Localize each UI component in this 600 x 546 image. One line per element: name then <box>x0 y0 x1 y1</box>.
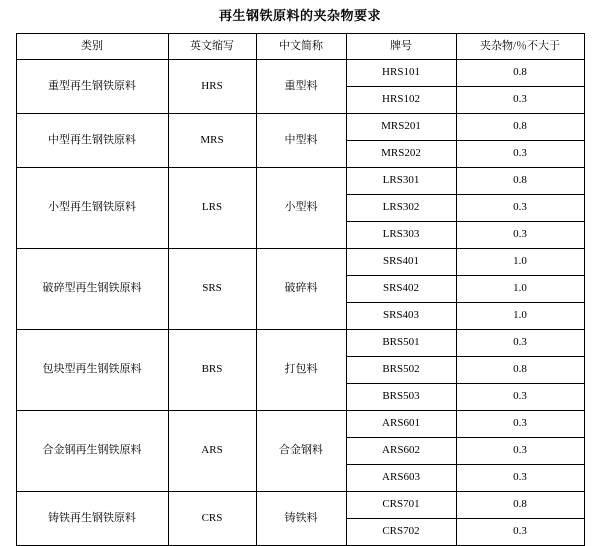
table-header-row <box>16 33 584 59</box>
cell-inclusion: 0.3 <box>456 86 584 113</box>
cell-category: 小型再生钢铁原料 <box>16 167 168 248</box>
cell-category: 破碎型再生钢铁原料 <box>16 248 168 329</box>
table-row <box>16 410 584 437</box>
cell-grade: LRS302 <box>346 194 456 221</box>
cell-grade: ARS603 <box>346 464 456 491</box>
cell-abbreviation: LRS <box>168 167 256 248</box>
cell-grade: HRS102 <box>346 86 456 113</box>
cell-grade: MRS202 <box>346 140 456 167</box>
table-row <box>16 491 584 518</box>
cell-inclusion: 0.8 <box>456 167 584 194</box>
cell-inclusion: 0.3 <box>456 518 584 545</box>
cell-inclusion: 0.3 <box>456 410 584 437</box>
cell-category: 重型再生钢铁原料 <box>16 59 168 113</box>
cell-grade: LRS301 <box>346 167 456 194</box>
cell-inclusion: 0.3 <box>456 383 584 410</box>
cell-short-name: 小型料 <box>256 167 346 248</box>
table-header <box>16 33 584 59</box>
cell-category: 铸铁再生钢铁原料 <box>16 491 168 545</box>
table-row <box>16 248 584 275</box>
cell-category: 包块型再生钢铁原料 <box>16 329 168 410</box>
cell-inclusion: 1.0 <box>456 302 584 329</box>
cell-inclusion: 0.8 <box>456 59 584 86</box>
column-header-short-name: 中文简称 <box>256 33 346 59</box>
cell-abbreviation: HRS <box>168 59 256 113</box>
cell-grade: BRS502 <box>346 356 456 383</box>
cell-inclusion: 0.3 <box>456 194 584 221</box>
cell-short-name: 合金钢料 <box>256 410 346 491</box>
cell-short-name: 中型料 <box>256 113 346 167</box>
column-header-inclusion: 夹杂物/％不大于 <box>456 33 584 59</box>
cell-inclusion: 0.3 <box>456 437 584 464</box>
cell-category: 合金钢再生钢铁原料 <box>16 410 168 491</box>
cell-grade: BRS501 <box>346 329 456 356</box>
page-title: 再生钢铁原料的夹杂物要求 <box>218 8 381 23</box>
cell-grade: SRS401 <box>346 248 456 275</box>
cell-inclusion: 0.3 <box>456 140 584 167</box>
cell-short-name: 打包料 <box>256 329 346 410</box>
cell-category: 中型再生钢铁原料 <box>16 113 168 167</box>
cell-inclusion: 0.3 <box>456 464 584 491</box>
cell-grade: ARS601 <box>346 410 456 437</box>
cell-inclusion: 0.8 <box>456 113 584 140</box>
table-body <box>16 59 584 545</box>
cell-grade: CRS701 <box>346 491 456 518</box>
cell-grade: MRS201 <box>346 113 456 140</box>
cell-abbreviation: BRS <box>168 329 256 410</box>
column-header-category: 类别 <box>16 33 168 59</box>
cell-inclusion: 1.0 <box>456 275 584 302</box>
cell-grade: BRS503 <box>346 383 456 410</box>
cell-grade: SRS402 <box>346 275 456 302</box>
table-row <box>16 113 584 140</box>
cell-inclusion: 0.8 <box>456 356 584 383</box>
column-header-abbreviation: 英文缩写 <box>168 33 256 59</box>
column-header-grade: 牌号 <box>346 33 456 59</box>
cell-grade: HRS101 <box>346 59 456 86</box>
cell-short-name: 铸铁料 <box>256 491 346 545</box>
cell-abbreviation: ARS <box>168 410 256 491</box>
cell-inclusion: 0.8 <box>456 491 584 518</box>
cell-short-name: 破碎料 <box>256 248 346 329</box>
cell-abbreviation: SRS <box>168 248 256 329</box>
cell-short-name: 重型料 <box>256 59 346 113</box>
cell-grade: ARS602 <box>346 437 456 464</box>
cell-inclusion: 0.3 <box>456 329 584 356</box>
cell-grade: CRS702 <box>346 518 456 545</box>
table-row <box>16 167 584 194</box>
cell-abbreviation: CRS <box>168 491 256 545</box>
cell-abbreviation: MRS <box>168 113 256 167</box>
cell-grade: LRS303 <box>346 221 456 248</box>
cell-inclusion: 0.3 <box>456 221 584 248</box>
cell-grade: SRS403 <box>346 302 456 329</box>
inclusion-requirements-table <box>16 33 585 546</box>
table-row <box>16 59 584 86</box>
cell-inclusion: 1.0 <box>456 248 584 275</box>
table-row <box>16 329 584 356</box>
